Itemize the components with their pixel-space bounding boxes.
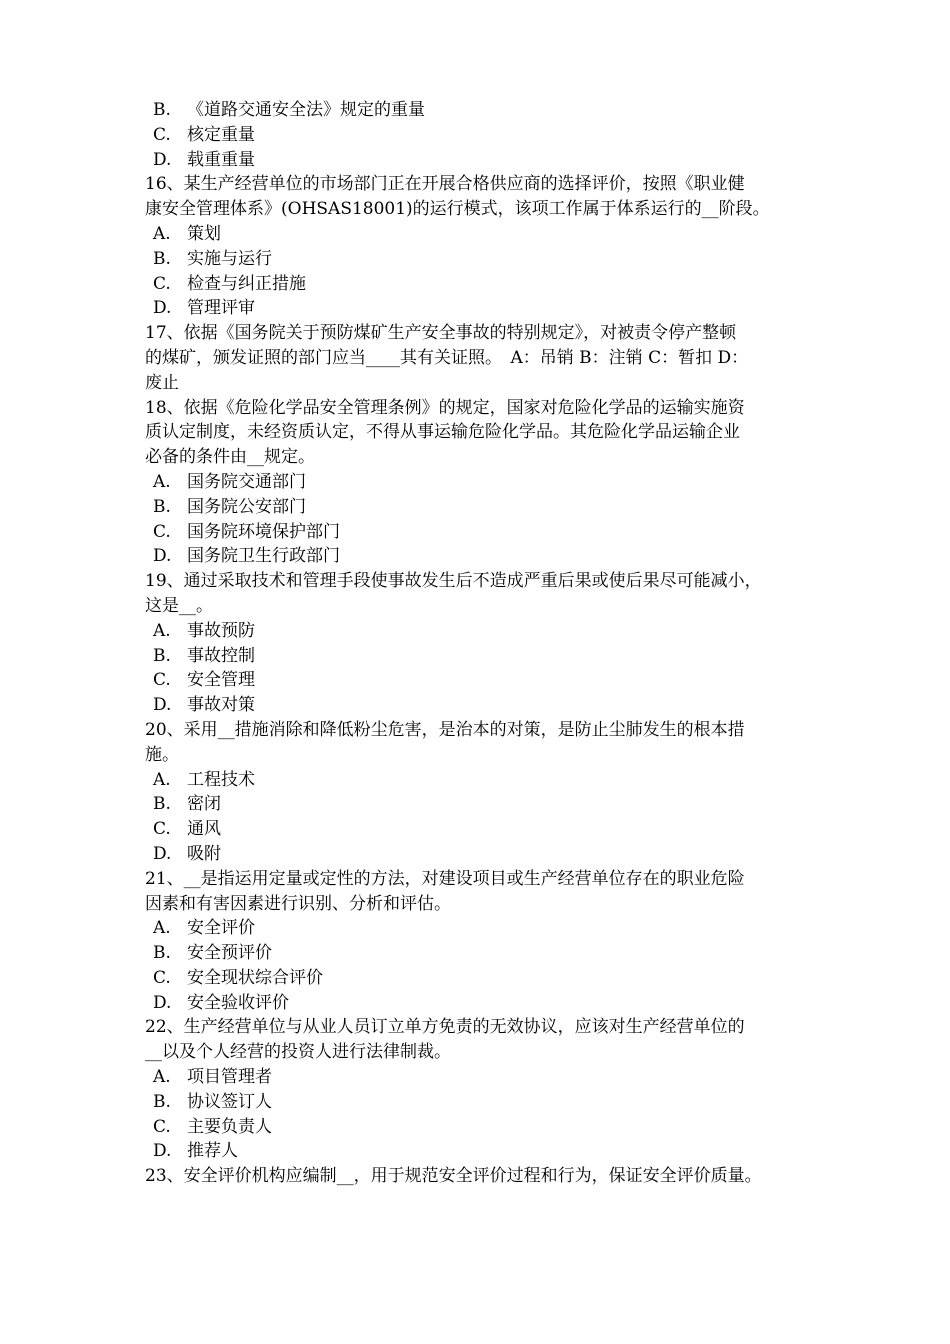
- question-text-line: 16、某生产经营单位的市场部门正在开展合格供应商的选择评价，按照《职业健: [145, 174, 745, 195]
- answer-option: [145, 1139, 817, 1164]
- answer-option: [145, 668, 817, 693]
- answer-option: [145, 520, 817, 545]
- answer-option: [145, 817, 817, 842]
- option-text: 管理评审: [187, 298, 255, 319]
- option-text: 实施与运行: [187, 248, 272, 269]
- answer-option: [145, 296, 817, 321]
- answer-option: [145, 123, 817, 148]
- question-text-line: 必备的条件由__规定。: [145, 447, 315, 468]
- question-text-line: 的煤矿，颁发证照的部门应当____其有关证照。 A：吊销 B：注销 C：暂扣 D：: [145, 347, 749, 368]
- option-text: 协议签订人: [187, 1091, 272, 1112]
- option-letter: C.: [153, 967, 171, 988]
- answer-option: [145, 991, 817, 1016]
- option-text: 吸附: [187, 843, 221, 864]
- option-text: 通风: [187, 819, 221, 840]
- answer-option: [145, 792, 817, 817]
- option-letter: B.: [153, 943, 171, 964]
- option-letter: A.: [153, 471, 171, 492]
- option-text: 策划: [187, 223, 221, 244]
- option-letter: D.: [153, 149, 172, 170]
- question-text-line: 这是__。: [145, 595, 213, 616]
- option-letter: C.: [153, 521, 171, 542]
- question-text-line: 废止: [145, 372, 179, 393]
- option-letter: A.: [153, 769, 171, 790]
- option-text: 国务院交通部门: [187, 471, 306, 492]
- option-letter: B.: [153, 794, 171, 815]
- option-text: 事故控制: [187, 645, 255, 666]
- answer-option: [145, 768, 817, 793]
- option-letter: A.: [153, 918, 171, 939]
- option-text: 安全管理: [187, 670, 255, 691]
- answer-option: [145, 247, 817, 272]
- question-text-line: 17、依据《国务院关于预防煤矿生产安全事故的特别规定》，对被责令停产整顿: [145, 323, 737, 344]
- question-text-line: 18、依据《危险化学品安全管理条例》的规定，国家对危险化学品的运输实施资: [145, 397, 745, 418]
- option-letter: C.: [153, 124, 171, 145]
- option-text: 事故对策: [187, 695, 255, 716]
- answer-option: [145, 495, 817, 520]
- option-text: 国务院公安部门: [187, 496, 306, 517]
- option-letter: D.: [153, 695, 172, 716]
- option-text: 推荐人: [187, 1141, 238, 1162]
- option-letter: D.: [153, 298, 172, 319]
- option-letter: C.: [153, 670, 171, 691]
- option-letter: B.: [153, 248, 171, 269]
- option-text: 安全评价: [187, 918, 255, 939]
- option-letter: B.: [153, 100, 171, 120]
- option-text: 安全预评价: [187, 943, 272, 964]
- question-text-line: 施。: [145, 744, 179, 765]
- option-text: 检查与纠正措施: [187, 273, 306, 294]
- option-letter: A.: [153, 1067, 171, 1088]
- answer-option: [145, 1090, 817, 1115]
- option-text: 国务院卫生行政部门: [187, 546, 340, 567]
- option-text: 安全验收评价: [187, 992, 289, 1013]
- option-text: 主要负责人: [187, 1116, 272, 1137]
- option-text: 《道路交通安全法》规定的重量: [187, 100, 425, 120]
- option-letter: A.: [153, 620, 171, 641]
- option-letter: A.: [153, 223, 171, 244]
- option-letter: C.: [153, 273, 171, 294]
- question-text-line: 22、生产经营单位与从业人员订立单方免责的无效协议，应该对生产经营单位的: [145, 1017, 745, 1038]
- answer-option: [145, 916, 817, 941]
- document-page: [145, 98, 817, 1189]
- option-text: 核定重量: [187, 124, 255, 145]
- option-letter: B.: [153, 496, 171, 517]
- answer-option: [145, 148, 817, 173]
- question-text-line: 康安全管理体系》(OHSAS18001)的运行模式，该项工作属于体系运行的__阶段。: [145, 199, 770, 220]
- option-letter: D.: [153, 546, 172, 567]
- answer-option: [145, 966, 817, 991]
- answer-option: [145, 941, 817, 966]
- answer-option: [145, 1065, 817, 1090]
- option-letter: B.: [153, 645, 171, 666]
- answer-option: [145, 1115, 817, 1140]
- option-text: 国务院环境保护部门: [187, 521, 340, 542]
- answer-option: [145, 693, 817, 718]
- answer-option: [145, 470, 817, 495]
- option-letter: D.: [153, 843, 172, 864]
- answer-option: [145, 619, 817, 644]
- question-text-line: 23、安全评价机构应编制__，用于规范安全评价过程和行为，保证安全评价质量。: [145, 1166, 762, 1187]
- option-letter: C.: [153, 819, 171, 840]
- option-letter: B.: [153, 1091, 171, 1112]
- answer-option: [145, 644, 817, 669]
- answer-option: [145, 842, 817, 867]
- answer-option: [145, 222, 817, 247]
- question-text-line: 质认定制度，未经资质认定，不得从事运输危险化学品。其危险化学品运输企业: [145, 422, 740, 443]
- option-text: 事故预防: [187, 620, 255, 641]
- question-text-line: 19、通过采取技术和管理手段使事故发生后不造成严重后果或使后果尽可能减小，: [145, 571, 762, 592]
- option-text: 载重重量: [187, 149, 255, 170]
- answer-option: [145, 98, 817, 123]
- answer-option: [145, 544, 817, 569]
- option-text: 密闭: [187, 794, 221, 815]
- question-text-line: 21、__是指运用定量或定性的方法，对建设项目或生产经营单位存在的职业危险: [145, 868, 745, 889]
- question-text-line: __以及个人经营的投资人进行法律制裁。: [145, 1042, 451, 1063]
- option-letter: C.: [153, 1116, 171, 1137]
- option-text: 项目管理者: [187, 1067, 272, 1088]
- question-text-line: 20、采用__措施消除和降低粉尘危害，是治本的对策，是防止尘肺发生的根本措: [145, 719, 745, 740]
- answer-option: [145, 272, 817, 297]
- option-letter: D.: [153, 992, 172, 1013]
- option-letter: D.: [153, 1141, 172, 1162]
- question-text-line: 因素和有害因素进行识别、分析和评估。: [145, 893, 451, 914]
- option-text: 安全现状综合评价: [187, 967, 323, 988]
- option-text: 工程技术: [187, 769, 255, 790]
